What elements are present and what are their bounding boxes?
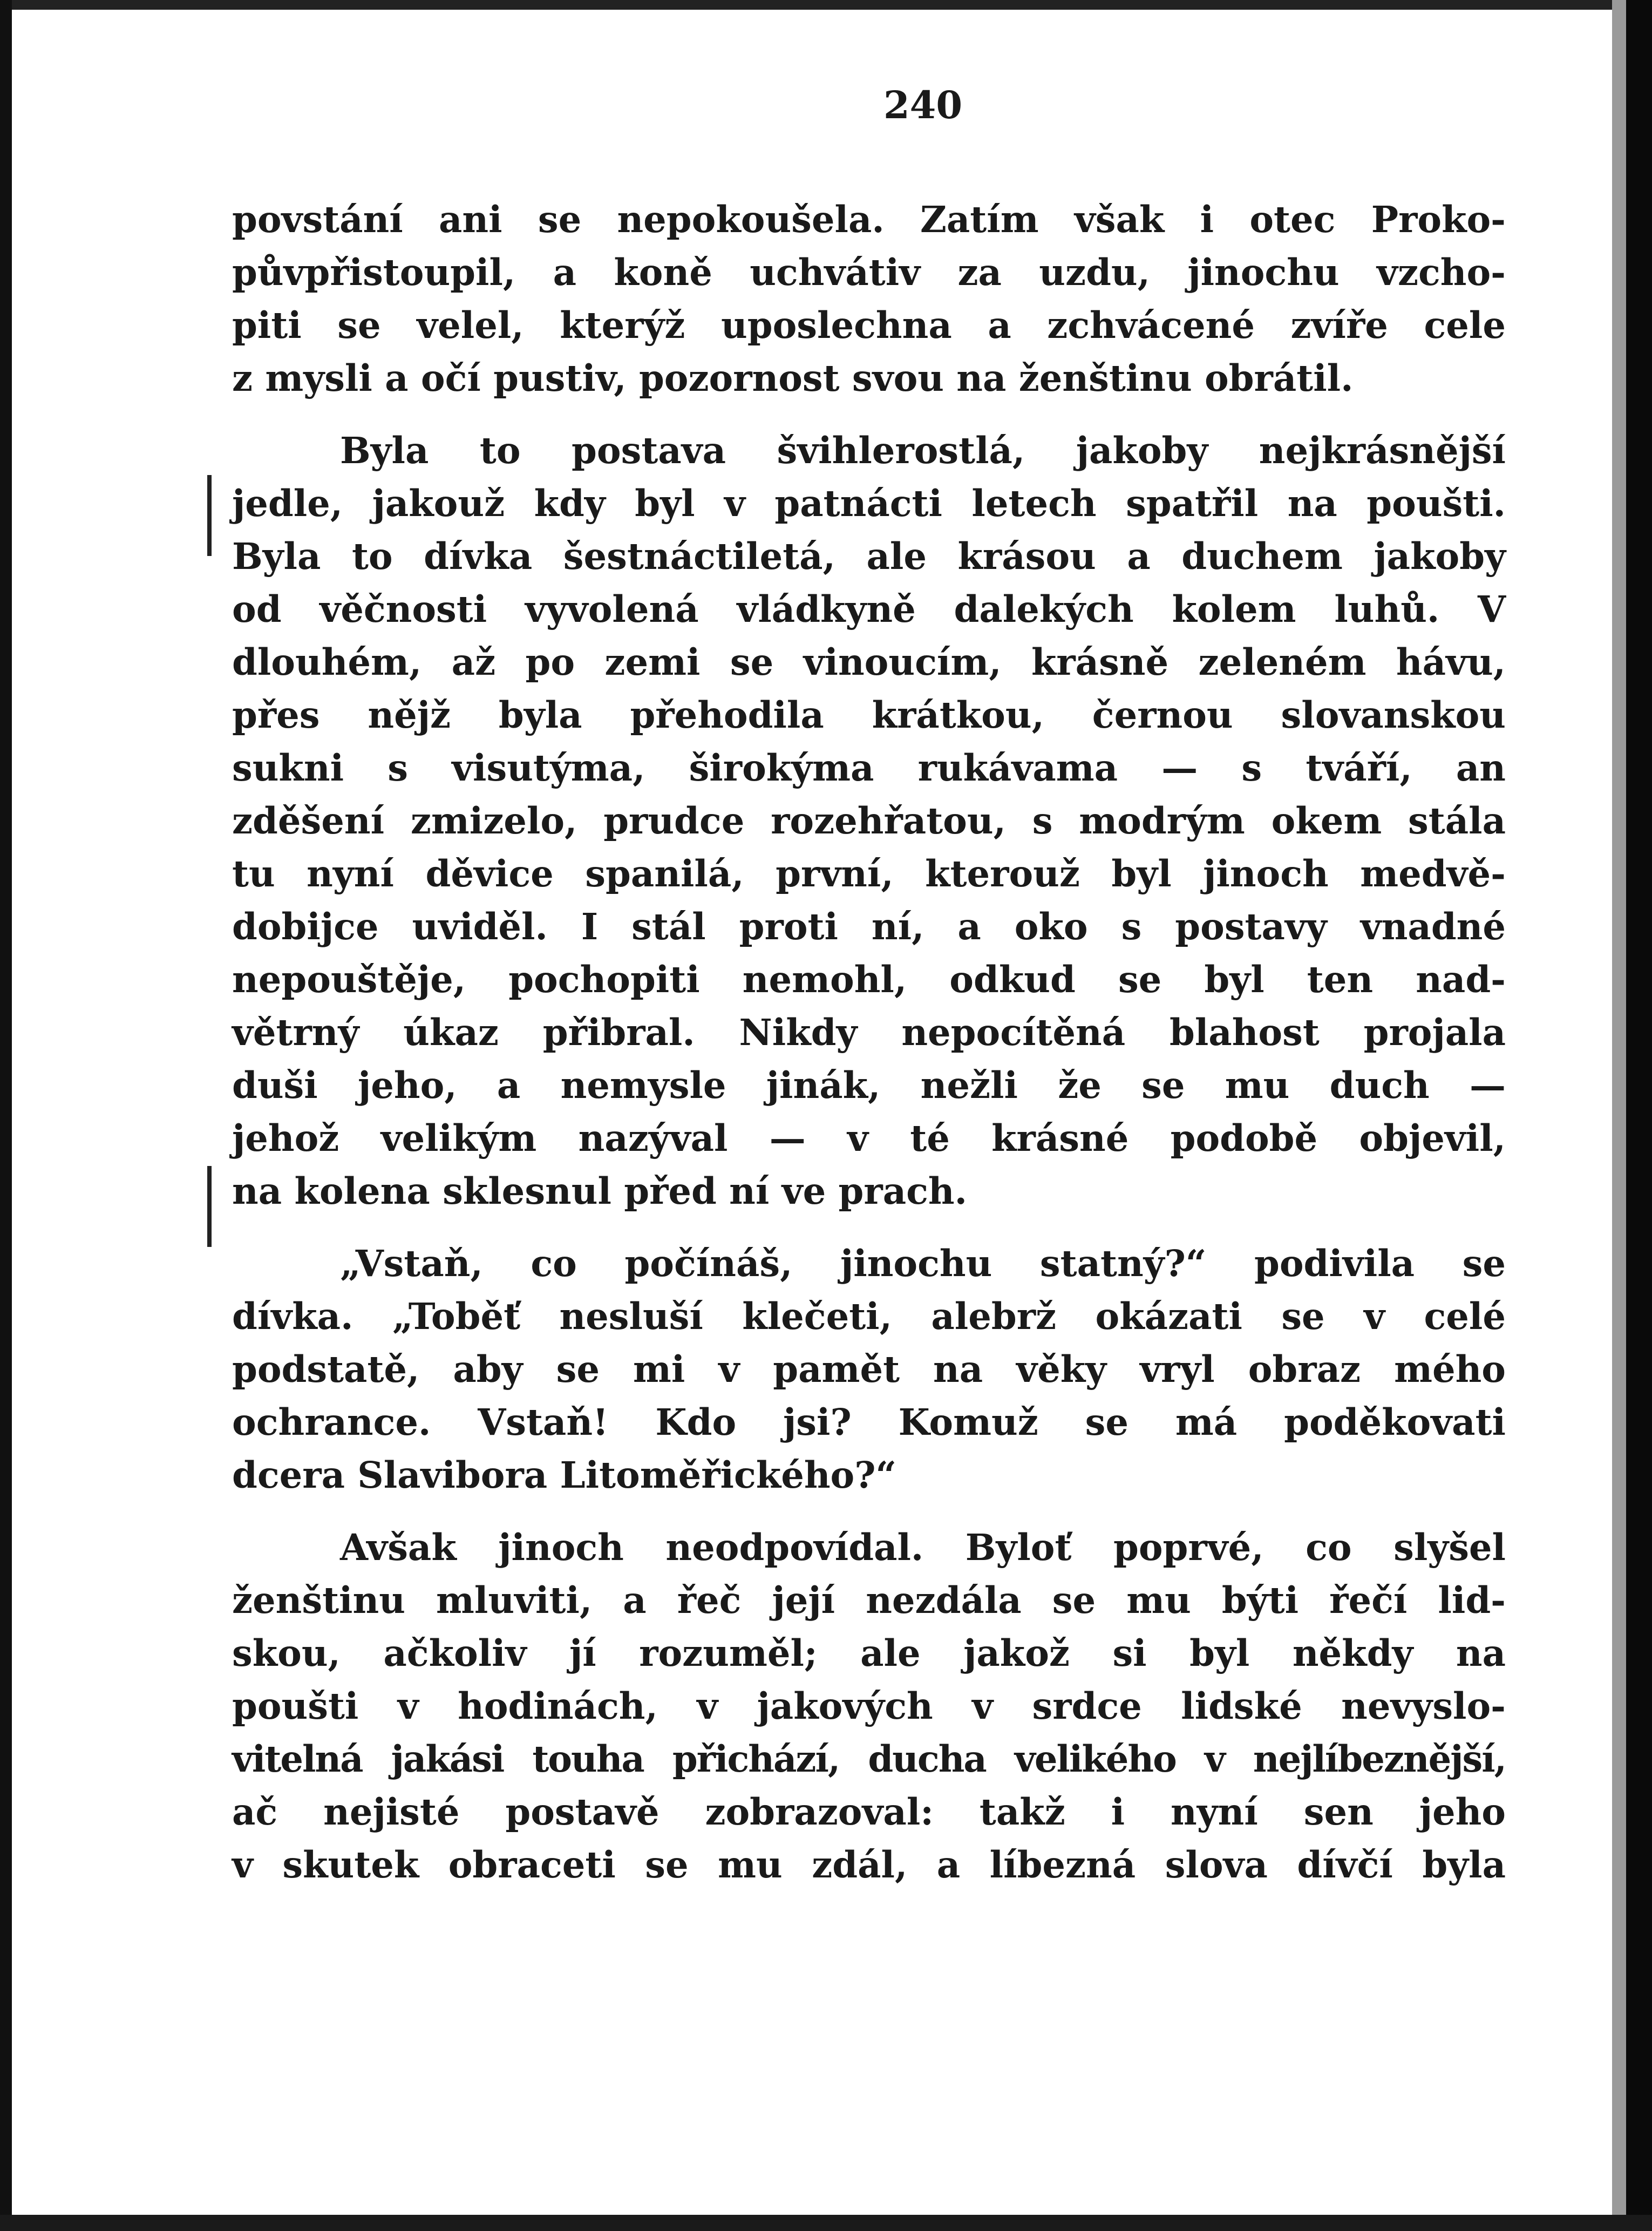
text-line: přes nějž byla přehodila krátkou, černou slovanskou <box>232 694 1506 736</box>
book-page <box>232 81 1506 1891</box>
text-line: půvpřistoupil, a koně uchvátiv za uzdu, jinochu vzcho- <box>232 251 1506 294</box>
text-line: tu nyní děvice spanilá, první, kterouž byl jinoch medvě- <box>232 852 1506 895</box>
text-line: ženštinu mluviti, a řeč její nezdála se mu býti řečí lid- <box>232 1579 1506 1622</box>
paragraph-spacer <box>232 1502 1506 1521</box>
text-line: na kolena sklesnul před ní ve prach. <box>232 1170 967 1212</box>
text-line: dobijce uviděl. I stál proti ní, a oko s postavy vnadné <box>232 905 1506 948</box>
text-line: Byla to dívka šestnáctiletá, ale krásou a duchem jakoby <box>232 535 1506 578</box>
scan-edge-top <box>0 0 1652 10</box>
text-line: větrný úkaz přibral. Nikdy nepocítěná blahost projala <box>232 1011 1506 1054</box>
paragraph-1 <box>232 193 1506 405</box>
text-line: podstatě, aby se mi v pamět na věky vryl obraz mého <box>232 1348 1506 1391</box>
text-line: jehož velikým nazýval — v té krásné podobě objevil, <box>232 1117 1506 1159</box>
text-line: piti se velel, kterýž uposlechna a zchvácené zvíře cele <box>232 304 1506 347</box>
paragraph-spacer <box>232 1218 1506 1237</box>
text-line: vitelná jakási touha přichází, ducha velikého v nejlíbeznější, <box>232 1738 1506 1780</box>
text-line: sukni s visutýma, širokýma rukávama — s tváří, an <box>232 747 1506 789</box>
text-line: dcera Slavibora Litoměřického?“ <box>232 1454 897 1496</box>
text-line: jedle, jakouž kdy byl v patnácti letech spatřil na poušti. <box>232 482 1506 525</box>
text-line: v skutek obraceti se mu zdál, a líbezná slova dívčí byla <box>232 1843 1506 1886</box>
margin-mark-bottom <box>207 1166 212 1247</box>
text-line: dlouhém, až po zemi se vinoucím, krásně zeleném hávu, <box>232 641 1506 683</box>
text-line: dívka. „Toběť nesluší klečeti, alebrž okázati se v celé <box>232 1295 1506 1338</box>
text-line: skou, ačkoliv jí rozuměl; ale jakož si byl někdy na <box>232 1632 1506 1674</box>
text-line: duši jeho, a nemysle jinák, nežli že se mu duch — <box>232 1064 1506 1107</box>
text-line: „Vstaň, co počínáš, jinochu statný?“ podivila se <box>340 1242 1506 1285</box>
paragraph-2 <box>232 424 1506 1218</box>
scan-edge-right <box>1626 0 1652 2231</box>
scan-edge-left <box>0 0 12 2231</box>
margin-mark-top <box>207 475 212 556</box>
scan-edge-right-shadow <box>1612 0 1626 2231</box>
text-line: od věčnosti vyvolená vládkyně dalekých kolem luhů. V <box>232 588 1506 630</box>
paragraph-3 <box>232 1237 1506 1502</box>
paragraph-4 <box>232 1521 1506 1891</box>
page-number: 240 <box>883 83 963 127</box>
text-line: povstání ani se nepokoušela. Zatím však i otec Proko- <box>232 198 1506 241</box>
text-line: Byla to postava švihlerostlá, jakoby nejkrásnější <box>340 429 1506 472</box>
text-line: Avšak jinoch neodpovídal. Byloť poprvé, co slyšel <box>340 1526 1506 1569</box>
text-line: ač nejisté postavě zobrazoval: takž i nyní sen jeho <box>232 1791 1506 1833</box>
text-line: ochrance. Vstaň! Kdo jsi? Komuž se má poděkovati <box>232 1401 1506 1443</box>
text-line: nepouštěje, pochopiti nemohl, odkud se byl ten nad- <box>232 958 1506 1001</box>
text-line: z mysli a očí pustiv, pozornost svou na ženštinu obrátil. <box>232 357 1354 399</box>
scan-edge-bottom <box>0 2215 1652 2231</box>
text-line: poušti v hodinách, v jakových v srdce lidské nevyslo- <box>232 1685 1506 1727</box>
text-line: zděšení zmizelo, prudce rozehřatou, s modrým okem stála <box>232 799 1506 842</box>
paragraph-spacer <box>232 405 1506 424</box>
